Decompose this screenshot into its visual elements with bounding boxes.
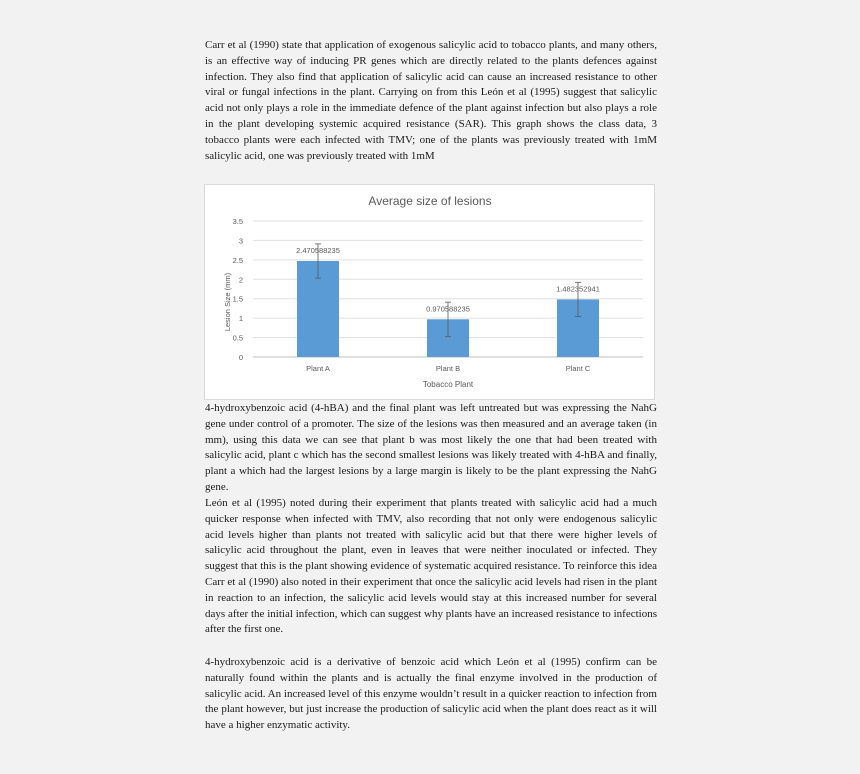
y-axis-label: Lesion Size (mm) (223, 272, 232, 332)
y-tick-label: 0.5 (232, 333, 243, 343)
chart-title: Average size of lesions (368, 194, 492, 208)
data-label: 0.970588235 (426, 304, 470, 314)
y-tick-label: 0 (238, 353, 243, 362)
y-tick-label: 1 (238, 314, 243, 324)
y-axis-ticks (233, 217, 243, 362)
bars (297, 244, 599, 357)
x-tick-label: Plant B (435, 364, 461, 373)
y-tick-label: 3 (238, 236, 243, 246)
y-tick-label: 1.5 (232, 294, 243, 304)
lesion-chart (204, 184, 655, 400)
data-label: 2.470588235 (296, 246, 340, 255)
x-axis-ticks (306, 364, 591, 373)
x-axis-label: Tobacco Plant (422, 380, 474, 389)
paragraph-results: 4-hydroxybenzoic acid (4-hBA) and the final plant was left untreated but was expressing the NahG gene under control of a promoter. The size of the lesions was then measured and an average taken (in mm), using this data we can see that plant b was most likely the one that had been treated with salicylic acid, plant c which has the second smallest lesions was likely treated with 4-hBA and finally, plant a which had the largest lesions by a large margin is likely to be the plant expressing the NahG gene. (205, 402, 657, 493)
y-tick-label: 3.5 (232, 217, 243, 226)
x-tick-label: Plant C (565, 364, 591, 373)
y-tick-label: 2 (238, 275, 243, 285)
y-tick-label: 2.5 (232, 255, 243, 265)
chart-svg (205, 185, 654, 399)
data-label: 1.482352941 (556, 284, 600, 294)
paragraph-leon: León et al (1995) noted during their experiment that plants treated with salicylic acid had a much quicker response when infected with TMV, also recording that not only were endogenous salicylic acid levels higher than plants not treated with salicylic acid but that there were higher levels of salicylic acid throughout the plant, even in leaves that were neither inoculated or infected. They suggest that this is the plant showing evidence of systematic acquired resistance. To reinforce this idea Carr et al (1990) also noted in their experiment that once the salicylic acid levels had risen in the plant in reaction to an infection, the salicylic acid levels would stay at this increased number for several days after the initial infection, which can suggest why plants have an increased resistance to infections after the first one. (205, 497, 657, 636)
paragraph-4hba: 4-hydroxybenzoic acid is a derivative of benzoic acid which León et al (1995) confirm can be naturally found within the plants and is actually the final enzyme involved in the production of salicylic acid. An increased level of this enzyme wouldn’t result in a quicker reaction to infection from the plant however, but just increase the production of salicylic acid when the plant does react as it will have a higher enzymatic activity. (205, 656, 657, 732)
paragraph-intro: Carr et al (1990) state that application of exogenous salicylic acid to tobacco plants, and many others, is an effective way of inducing PR genes which are directly related to the plants defences against infection. They also find that application of salicylic acid can cause an increased resistance to other viral or fungal infections in the plant. Carrying on from this León et al (1995) suggest that salicylic acid not only plays a role in the immediate defence of the plant against infection but also plays a role in the plant developing systemic acquired resistance (SAR). This graph shows the class data, 3 tobacco plants were each infected with TMV; one of the plants was previously treated with 1mM salicylic acid, one was previously treated with 1mM (205, 39, 657, 162)
x-tick-label: Plant A (306, 364, 330, 373)
